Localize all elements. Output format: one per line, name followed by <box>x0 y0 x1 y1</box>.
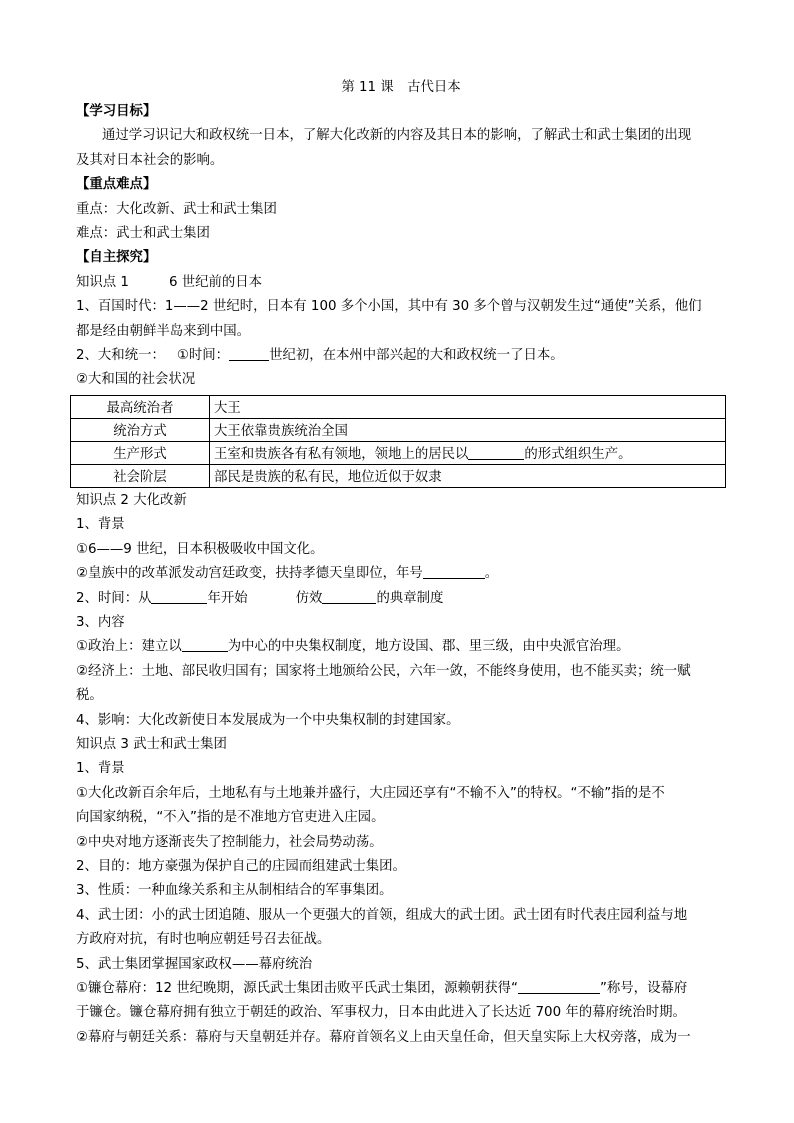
key-point: 重点：大化改新、武士和武士集团 <box>76 201 277 217</box>
table-cell-key: 生产形式 <box>71 441 210 464</box>
goal-text-line-2: 及其对日本社会的影响。 <box>76 152 224 168</box>
kp3-nature: 3、性质：一种血缘关系和主从制相结合的军事集团。 <box>76 883 393 899</box>
fill-blank-era-name[interactable] <box>423 564 485 579</box>
table-row <box>71 441 726 464</box>
kp3-group-line-1: 4、武士团：小的武士团追随、服从一个更强大的首领，组成大的武士团。武士团有时代表庄园利益与地 <box>76 907 688 923</box>
kp2-content: 3、内容 <box>76 614 125 630</box>
fill-blank-center[interactable] <box>182 637 228 652</box>
fill-blank-production[interactable] <box>468 445 524 460</box>
kp3-purpose: 2、目的：地方豪强为保护自己的庄园而组建武士集团。 <box>76 858 406 874</box>
goal-text-line-1: 通过学习识记大和政权统一日本，了解大化改新的内容及其日本的影响，了解武士和武士集团的出现 <box>102 128 692 144</box>
key-heading: 【重点难点】 <box>76 177 157 193</box>
yamato-society-table <box>70 395 726 488</box>
kp2-content-2-line-1: ②经济上：土地、部民收归国有；国家将土地颁给公民，六年一敛，不能终身使用，也不能买卖；统一赋 <box>76 663 691 679</box>
table-cell-value: 大王依靠贵族统治全国 <box>210 418 726 441</box>
kp2-background-2 <box>76 562 726 586</box>
table-cell-key: 统治方式 <box>71 418 210 441</box>
kp2-time-d: 的典章制度 <box>376 590 444 606</box>
kp3-kamakura-a: ①镰仓幕府：12 世纪晚期，源氏武士集团击败平氏武士集团，源赖朝获得“ <box>76 981 518 996</box>
table-cell-value: 部民是贵族的私有民，地位近似于奴隶 <box>210 464 726 487</box>
kp1-title: 6 世纪前的日本 <box>168 274 263 290</box>
kp2-background-2-text: ②皇族中的改革派发动宫廷政变，扶持孝德天皇即位，年号 <box>76 566 423 582</box>
kp3-kamakura-b: ”称号，设幕府 <box>599 981 688 996</box>
fill-blank-century[interactable] <box>229 346 269 361</box>
explore-heading: 【自主探究】 <box>76 250 157 266</box>
kp2-background-1: ①6——9 世纪，日本积极吸收中国文化。 <box>76 541 324 557</box>
kp2-effect: 4、影响：大化改新使日本发展成为一个中央集权制的封建国家。 <box>76 712 460 728</box>
kp2-content-2-line-2: 税。 <box>76 688 103 704</box>
fill-blank-start-year[interactable] <box>151 589 207 604</box>
kp3-background-2: ②中央对地方逐渐丧失了控制能力，社会局势动荡。 <box>76 834 383 850</box>
kp1-item2-prefix: 2、大和统一： <box>76 348 165 364</box>
difficult-point: 难点：武士和武士集团 <box>76 226 210 242</box>
kp2-heading: 知识点 2 大化改新 <box>76 492 187 508</box>
kp3-background-1-line-1: ①大化改新百余年后，土地私有与土地兼并盛行，大庄园还享有“不输不入”的特权。“不输”指的是不 <box>76 785 665 801</box>
kp1-item1-line-1: 1、百国时代：1——2 世纪时，日本有 100 多个小国，其中有 30 多个曾与汉朝发生过“通使”关系，他们 <box>76 299 702 315</box>
kp3-relation-line-1: ②幕府与朝廷关系：幕府与天皇朝廷并存。幕府首领名义上由天皇任命，但天皇实际上大权旁落，成为一 <box>76 1029 691 1045</box>
table-row <box>71 418 726 441</box>
kp1-item2-sub: ②大和国的社会状况 <box>76 372 196 388</box>
kp2-background-2-end: 。 <box>484 566 499 582</box>
kp1-item1-line-2: 都是经由朝鲜半岛来到中国。 <box>76 323 251 339</box>
kp2-time-c: 仿效 <box>295 590 323 606</box>
kp3-background: 1、背景 <box>76 761 125 777</box>
table-cell-value: 大王 <box>210 395 726 418</box>
fill-blank-dynasty[interactable] <box>322 589 376 604</box>
production-text-a: 王室和贵族各有私有领地，领地上的居民以 <box>214 447 469 463</box>
kp3-background-1-line-2: 向国家纳税，“不入”指的是不准地方官吏进入庄园。 <box>76 810 385 826</box>
kp2-background: 1、背景 <box>76 517 125 533</box>
table-cell-key: 最高统治者 <box>71 395 210 418</box>
kp2-time-a: 2、时间：从 <box>76 590 152 606</box>
kp1-item2-time-b: 世纪初，在本州中部兴起的大和政权统一了日本。 <box>269 348 564 364</box>
kp3-shogunate: 5、武士集团掌握国家政权——幕府统治 <box>76 956 313 972</box>
kp2-time-b: 年开始 <box>207 590 248 606</box>
kp3-kamakura-line-1 <box>76 977 726 1001</box>
kp3-heading: 知识点 3 武士和武士集团 <box>76 736 227 752</box>
kp1-label: 知识点 1 <box>76 274 129 290</box>
kp1-heading <box>76 271 726 295</box>
kp3-group-line-2: 方政府对抗，有时也响应朝廷号召去征战。 <box>76 932 331 948</box>
kp1-item2 <box>76 344 726 368</box>
worksheet-page <box>76 76 726 1050</box>
kp2-content-1-b: 为中心的中央集权制度，地方设国、郡、里三级，由中央派官治理。 <box>227 639 630 655</box>
table-cell-value <box>210 441 726 464</box>
goal-heading: 【学习目标】 <box>76 104 157 119</box>
table-row <box>71 395 726 418</box>
kp2-content-1-a: ①政治上：建立以 <box>76 639 182 655</box>
table-cell-key: 社会阶层 <box>71 464 210 487</box>
kp2-time <box>76 587 726 611</box>
kp2-content-1 <box>76 635 726 659</box>
table-row <box>71 464 726 487</box>
kp3-kamakura-line-2: 于镰仓。镰仓幕府拥有独立于朝廷的政治、军事权力，日本由此进入了长达近 700 年的幕府统治时期。 <box>76 1005 686 1021</box>
kp1-item2-time-a: ①时间： <box>176 348 230 364</box>
page-title: 第 11 课 古代日本 <box>341 80 461 95</box>
production-text-b: 的形式组织生产。 <box>524 447 632 463</box>
fill-blank-title[interactable] <box>518 979 600 994</box>
